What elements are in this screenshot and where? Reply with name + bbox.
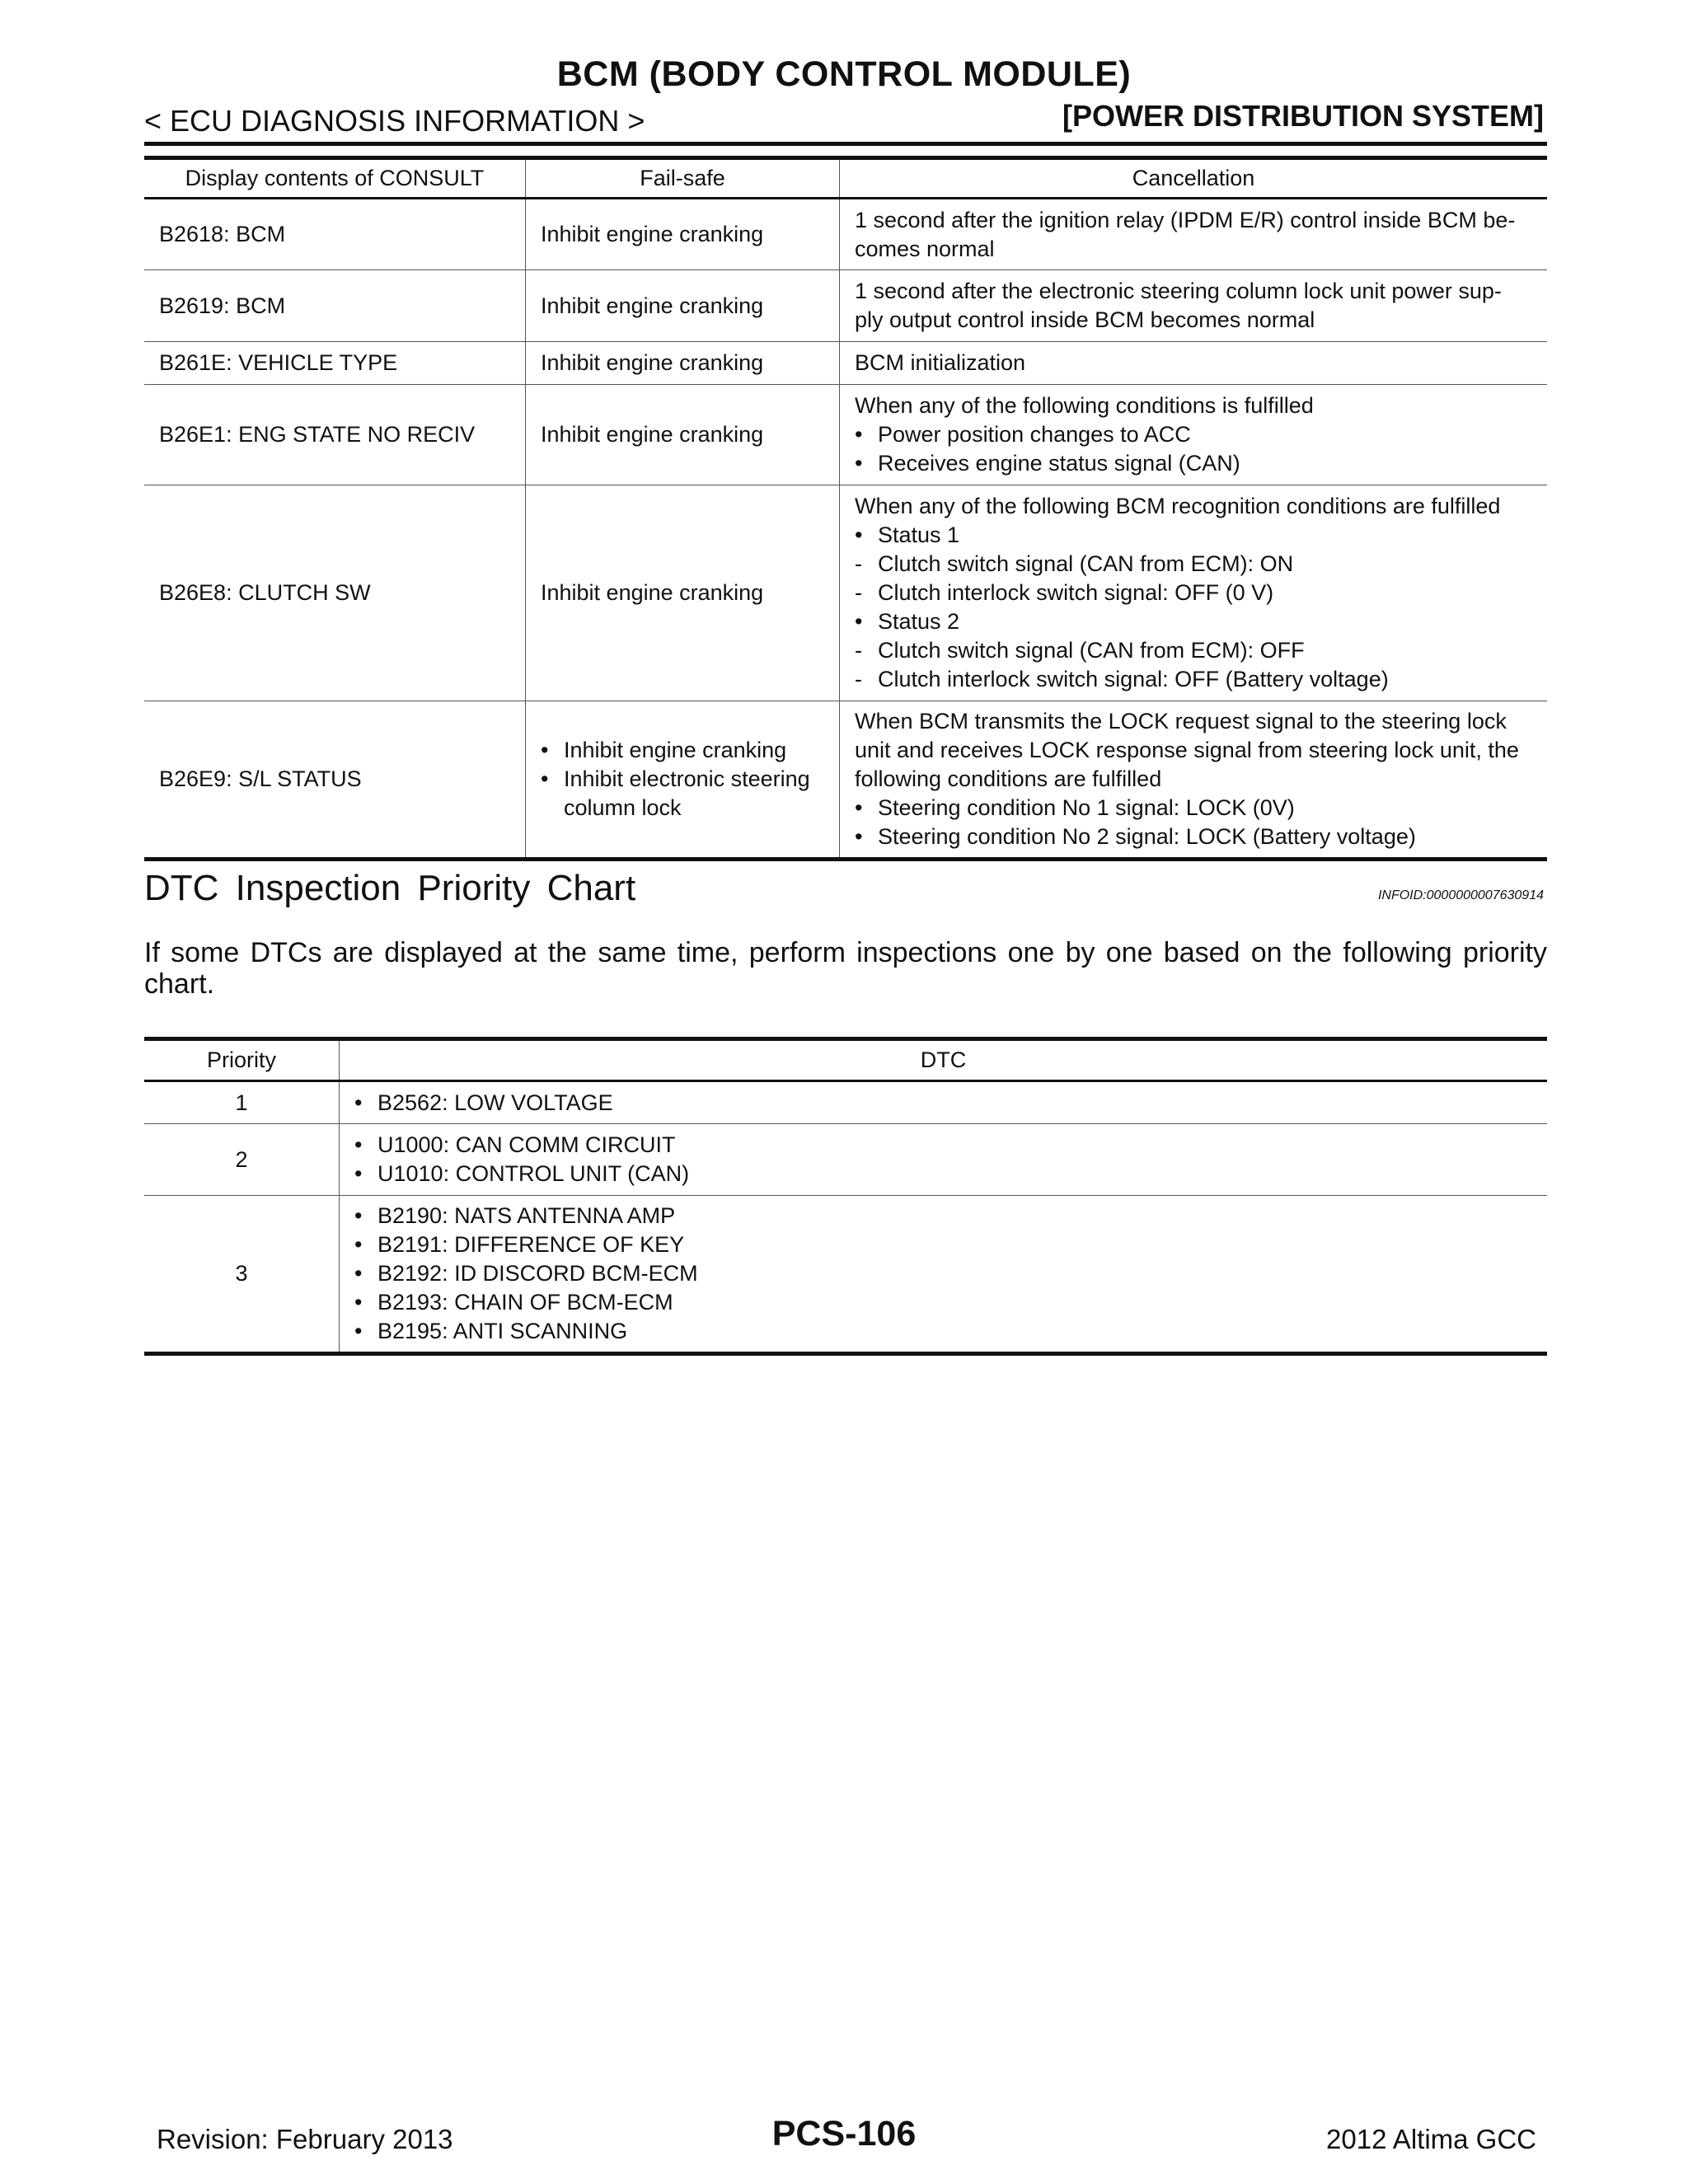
revision-date: Revision: February 2013 (157, 2124, 453, 2154)
priority-cell: 2 (144, 1124, 340, 1196)
cancellation-line: 1 second after the electronic steering column lock unit power sup- (855, 279, 1502, 303)
dtc-item (354, 1131, 1532, 1160)
table-row (144, 1124, 1547, 1196)
bullet-mark: • (541, 766, 549, 791)
cancellation-line: When BCM transmits the LOCK request signal to the steering lock (855, 709, 1507, 733)
cancellation-line: comes normal (855, 236, 995, 261)
cancellation-line: When any of the following conditions is fulfilled (855, 393, 1314, 418)
dtc-cell: B2619: BCM (144, 270, 526, 342)
priority-cell: 1 (144, 1081, 340, 1124)
page-number: PCS-106 (771, 2114, 917, 2154)
bullet-mark: • (855, 824, 863, 849)
dtc-item (354, 1317, 1532, 1346)
bullet-mark: • (354, 1261, 363, 1286)
dtc-cell: B26E8: CLUTCH SW (144, 485, 526, 701)
table-row (144, 199, 1547, 270)
bullet-mark: • (541, 738, 549, 762)
cancellation-cell (840, 485, 1548, 701)
cancellation-cell (840, 385, 1548, 485)
bullet-mark: • (354, 1090, 363, 1115)
bullet-mark: • (855, 795, 863, 820)
failsafe-cell: Inhibit engine cranking (526, 342, 840, 385)
failsafe-item-continuation: column lock (564, 795, 682, 820)
section-breadcrumb: < ECU DIAGNOSIS INFORMATION > (144, 104, 645, 138)
failsafe-cell: Inhibit engine cranking (526, 385, 840, 485)
dtc-item (354, 1230, 1532, 1259)
column-header: Priority (144, 1039, 340, 1081)
cancellation-item (855, 449, 1532, 478)
info-id: INFOID:0000000007630914 (1377, 888, 1544, 902)
table-row (144, 385, 1547, 485)
item-text: Clutch switch signal (CAN from ECM): ON (878, 551, 1294, 576)
item-text: B2562: LOW VOLTAGE (377, 1090, 613, 1115)
cancellation-line: ply output control inside BCM becomes normal (855, 307, 1315, 332)
cancellation-item (855, 550, 1532, 579)
item-text: Steering condition No 1 signal: LOCK (0V) (878, 795, 1295, 820)
bullet-mark: - (855, 551, 862, 576)
cancellation-cell (840, 342, 1548, 385)
cancellation-item (855, 636, 1532, 665)
cancellation-line: BCM initialization (855, 350, 1026, 375)
bullet-mark: • (855, 609, 863, 634)
failsafe-cell: Inhibit engine cranking (526, 270, 840, 342)
item-text: B2191: DIFFERENCE OF KEY (377, 1232, 685, 1257)
cancellation-item (855, 521, 1532, 550)
cancellation-line: following conditions are fulfilled (855, 766, 1162, 791)
column-header: Fail-safe (526, 158, 840, 199)
dtc-item (354, 1160, 1532, 1188)
failsafe-table (144, 156, 1547, 861)
cancellation-item (855, 794, 1532, 823)
item-text: Clutch interlock switch signal: OFF (0 V) (878, 580, 1274, 605)
bullet-mark: • (354, 1290, 363, 1315)
item-text: Receives engine status signal (CAN) (878, 451, 1240, 476)
header-rule (144, 142, 1547, 146)
vehicle-model: 2012 Altima GCC (1326, 2124, 1536, 2154)
item-text: Status 2 (878, 609, 960, 634)
item-text: U1010: CONTROL UNIT (CAN) (377, 1161, 690, 1186)
table-header-row (144, 1039, 1547, 1081)
intro-paragraph: If some DTCs are displayed at the same time, perform inspections one by one based on the following priority chart. (144, 937, 1547, 1000)
table-header-row (144, 158, 1547, 199)
bullet-mark: • (354, 1203, 363, 1228)
item-text: Clutch interlock switch signal: OFF (Battery voltage) (878, 667, 1389, 691)
failsafe-cell (526, 701, 840, 860)
item-text: Inhibit electronic steering (564, 766, 810, 791)
cancellation-cell (840, 270, 1548, 342)
priority-cell: 3 (144, 1196, 340, 1354)
bullet-mark: • (855, 422, 863, 447)
table-row (144, 1081, 1547, 1124)
dtc-cell: B261E: VEHICLE TYPE (144, 342, 526, 385)
table-row (144, 270, 1547, 342)
dtc-item (354, 1089, 1532, 1118)
table-row (144, 485, 1547, 701)
page-title: BCM (BODY CONTROL MODULE) (556, 54, 1132, 94)
failsafe-cell: Inhibit engine cranking (526, 485, 840, 701)
system-label: [POWER DISTRIBUTION SYSTEM] (1062, 99, 1544, 133)
dtc-item (354, 1288, 1532, 1317)
item-text: Status 1 (878, 523, 960, 547)
dtc-list-cell (340, 1196, 1548, 1354)
dtc-cell: B2618: BCM (144, 199, 526, 270)
cancellation-cell (840, 199, 1548, 270)
bullet-mark: • (354, 1132, 363, 1157)
dtc-cell: B26E9: S/L STATUS (144, 701, 526, 860)
bullet-mark: • (354, 1161, 363, 1186)
item-text: Power position changes to ACC (878, 422, 1191, 447)
cancellation-line: 1 second after the ignition relay (IPDM E/R) control inside BCM be- (855, 207, 1516, 232)
dtc-cell: B26E1: ENG STATE NO RECIV (144, 385, 526, 485)
section-heading: DTC Inspection Priority Chart (144, 868, 636, 908)
item-text: B2195: ANTI SCANNING (377, 1319, 628, 1343)
item-text: B2190: NATS ANTENNA AMP (377, 1203, 676, 1228)
dtc-item (354, 1259, 1532, 1288)
column-header: DTC (340, 1039, 1548, 1081)
cancellation-line: unit and receives LOCK response signal from steering lock unit, the (855, 738, 1519, 762)
dtc-list-cell (340, 1124, 1548, 1196)
cancellation-item (855, 607, 1532, 636)
cancellation-line: When any of the following BCM recognition conditions are fulfilled (855, 494, 1501, 518)
cancellation-item (855, 420, 1532, 449)
bullet-mark: • (855, 523, 863, 547)
item-text: Inhibit engine cranking (564, 738, 787, 762)
bullet-mark: • (855, 451, 863, 476)
dtc-list-cell (340, 1081, 1548, 1124)
dtc-item (354, 1202, 1532, 1230)
failsafe-cell: Inhibit engine cranking (526, 199, 840, 270)
failsafe-item (541, 765, 824, 794)
item-text: U1000: CAN COMM CIRCUIT (377, 1132, 676, 1157)
column-header: Cancellation (840, 158, 1548, 199)
table-row (144, 342, 1547, 385)
cancellation-item (855, 665, 1532, 694)
cancellation-item (855, 579, 1532, 607)
bullet-mark: • (354, 1232, 363, 1257)
priority-table (144, 1037, 1547, 1356)
bullet-mark: - (855, 667, 862, 691)
bullet-mark: - (855, 638, 862, 663)
table-row (144, 701, 1547, 860)
bullet-mark: - (855, 580, 862, 605)
item-text: Steering condition No 2 signal: LOCK (Battery voltage) (878, 824, 1416, 849)
column-header: Display contents of CONSULT (144, 158, 526, 199)
item-text: Clutch switch signal (CAN from ECM): OFF (878, 638, 1305, 663)
item-text: B2193: CHAIN OF BCM-ECM (377, 1290, 673, 1315)
failsafe-item (541, 736, 824, 765)
cancellation-cell (840, 701, 1548, 860)
cancellation-item (855, 823, 1532, 851)
table-row (144, 1196, 1547, 1354)
bullet-mark: • (354, 1319, 363, 1343)
item-text: B2192: ID DISCORD BCM-ECM (377, 1261, 698, 1286)
